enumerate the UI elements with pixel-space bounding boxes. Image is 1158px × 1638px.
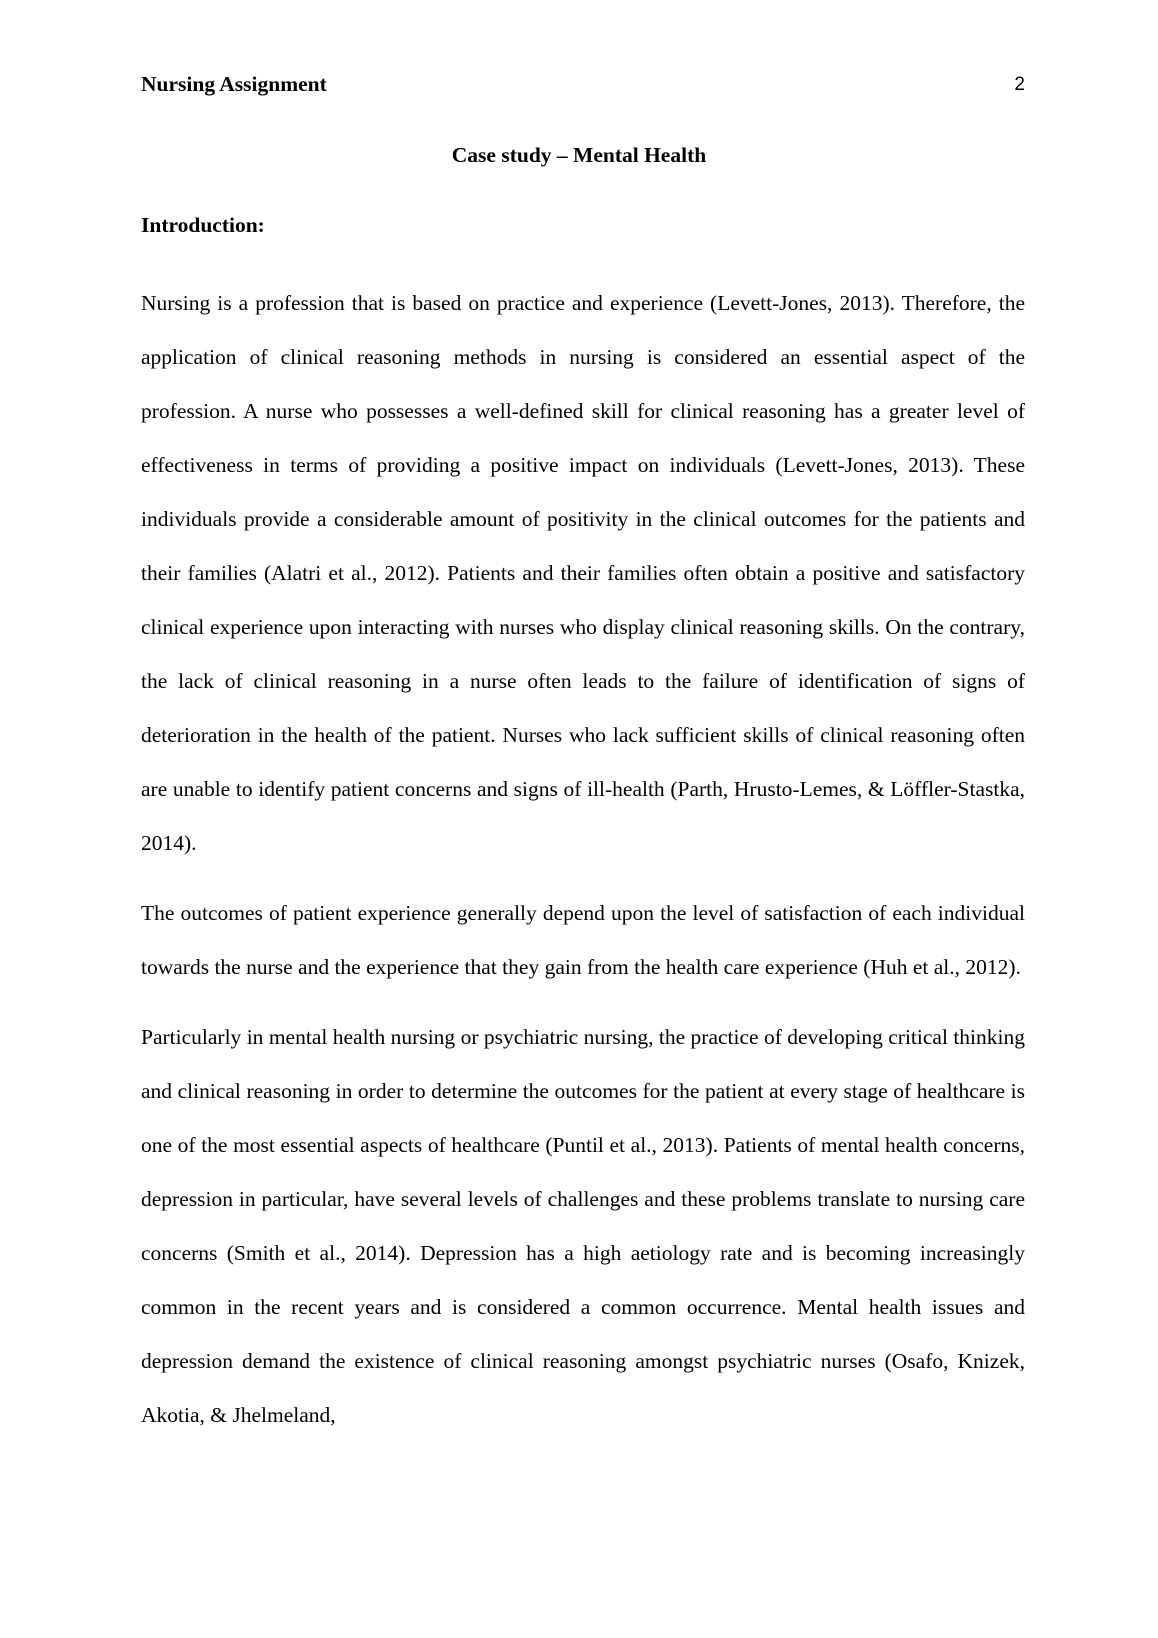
running-header-title: Nursing Assignment (141, 72, 327, 96)
page-number: 2 (1014, 74, 1025, 95)
paragraph-1: Nursing is a profession that is based on practice and experience (Levett-Jones, 2013). Therefore, the application of clinical reasoning methods in nursing is considered an essential aspect of the profession. A nurse who possesses a well-defined skill for clinical reasoning has a greater level of effectiveness in terms of providing a positive impact on individuals (Levett-Jones, 2013). These individuals provide a considerable amount of positivity in the clinical outcomes for the patients and their families (Alatri et al., 2012). Patients and their families often obtain a positive and satisfactory clinical experience upon interacting with nurses who display clinical reasoning skills. On the contrary, the lack of clinical reasoning in a nurse often leads to the failure of identification of signs of deterioration in the health of the patient. Nurses who lack sufficient skills of clinical reasoning often are unable to identify patient concerns and signs of ill-health (Parth, Hrusto-Lemes, & Löffler-Stastka, 2014). (141, 291, 1025, 855)
body-text (141, 276, 1025, 1442)
paragraph-3: Particularly in mental health nursing or psychiatric nursing, the practice of developing critical thinking and clinical reasoning in order to determine the outcomes for the patient at every stage of healthcare is one of the most essential aspects of healthcare (Puntil et al., 2013). Patients of mental health concerns, depression in particular, have several levels of challenges and these problems translate to nursing care concerns (Smith et al., 2014). Depression has a high aetiology rate and is becoming increasingly common in the recent years and is considered a common occurrence. Mental health issues and depression demand the existence of clinical reasoning amongst psychiatric nurses (Osafo, Knizek, Akotia, & Jhelmeland, (141, 1025, 1025, 1427)
section-heading-introduction: Introduction: (141, 213, 265, 237)
paragraph-2: The outcomes of patient experience generally depend upon the level of satisfaction of each individual towards the nurse and the experience that they gain from the health care experience (Huh et al., 2012). (141, 901, 1025, 979)
document-title: Case study – Mental Health (451, 143, 707, 167)
